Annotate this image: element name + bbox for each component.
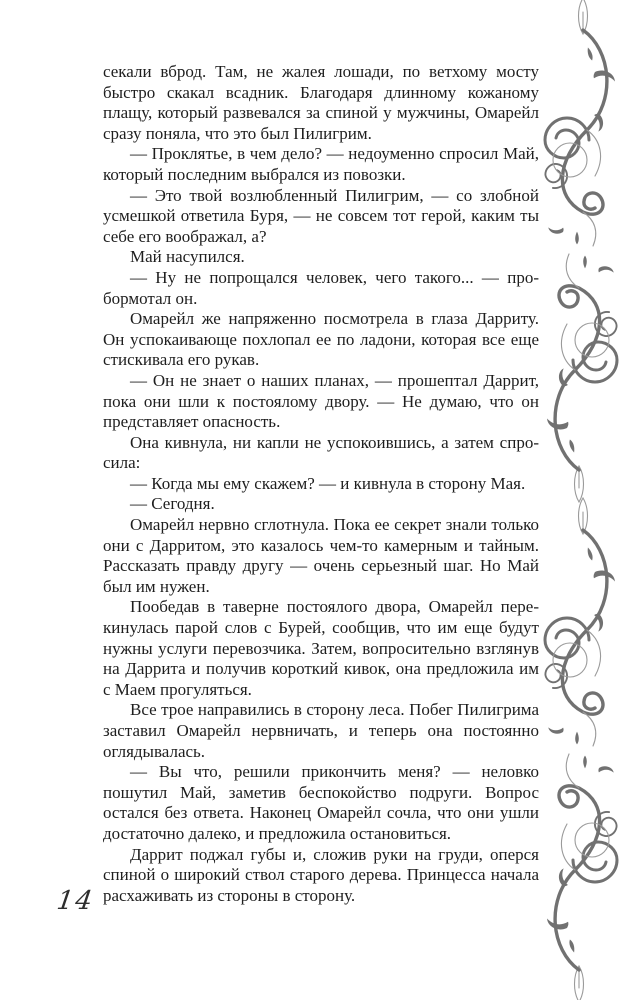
page-number: 14 [54, 886, 97, 916]
paragraph: Пообедав в таверне постоялого двора, Омарейл перекинулась парой слов с Бурей, сообщив, что им еще будут нужны услуги перевозчика. Затем, вопросительно взглянув на Даррита и получив короткий кивок, она предложила им с Маем прогуляться. [103, 597, 539, 699]
paragraph: секали вброд. Там, не жалея лошади, по ветхому мосту быстро скакал всадник. Благодаря длинному кожаному плащу, который развевался за спиной у мужчины, Омарейл сразу поняла, что это был Пилигрим. [103, 62, 539, 143]
paragraph: — Ну не попрощался человек, чего такого... — пробормотал он. [103, 267, 539, 308]
paragraph: — Сегодня. [130, 494, 215, 514]
paragraph: — Вы что, решили прикончить меня? — неловко пошутил Май, заметив беспокойство подруги. Вопрос остался без ответа. Наконец Омарейл сочла, что они ушли достаточно далеко, и предложила остановиться. [103, 762, 539, 843]
paragraph: Она кивнула, ни капли не успокоившись, а затем спросила: [103, 432, 539, 473]
paragraph: Май насупился. [130, 247, 245, 267]
paragraph: Омарейл же напряженно посмотрела в глаза Дарриту. Он успокаивающе похлопал ее по ладони, которая все еще стискивала его рукав. [103, 309, 539, 370]
paragraph: Даррит поджал губы и, сложив руки на груди, оперся спиной о широкий ствол старого дерева. Принцесса начала расхаживать из стороны в сторону. [103, 844, 539, 905]
paragraph: Омарейл нервно сглотнула. Пока ее секрет знали только они с Дарритом, это казалось чем-то камерным и тайным. Рассказать правду другу — очень серьезный шаг. Но Май был им нужен. [103, 515, 539, 596]
paragraph: — Это твой возлюбленный Пилигрим, — со злобной усмешкой ответила Буря, — не совсем тот герой, каким ты себе его воображал, а? [103, 185, 539, 246]
text-column [103, 62, 539, 906]
paragraph: Все трое направились в сторону леса. Побег Пилигрима заставил Омарейл нервничать, и теперь она постоянно оглядывалась. [103, 700, 539, 761]
paragraph: — Когда мы ему скажем? — и кивнула в сторону Мая. [130, 473, 526, 493]
paragraph: — Он не знает о наших планах, — прошептал Даррит, пока они шли к постоялому двору. — Не думаю, что он представляет опасность. [103, 370, 539, 432]
paragraph: — Проклятье, в чем дело? — недоуменно спросил Май, который последним выбрался из повозки. [103, 144, 539, 184]
floral-scroll-ornament-icon [543, 0, 619, 1000]
